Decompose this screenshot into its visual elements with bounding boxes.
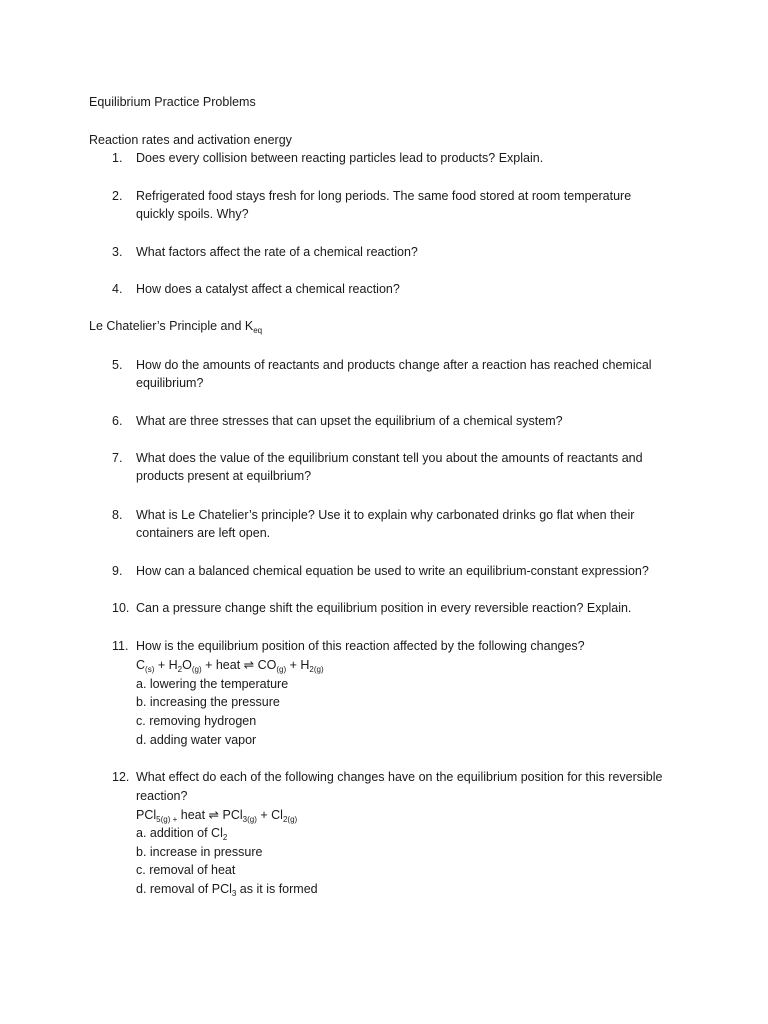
question-number: 8. — [112, 508, 123, 522]
question-text: What are three stresses that can upset the equilibrium of a chemical system? — [136, 414, 563, 428]
answer-option: c. removing hydrogen — [136, 714, 257, 728]
question-text: What effect do each of the following changes have on the equilibrium position for this reversible — [136, 770, 663, 784]
section-heading-rates: Reaction rates and activation energy — [89, 133, 292, 147]
question-number: 7. — [112, 451, 123, 465]
question-text: What is Le Chatelier’s principle? Use it to explain why carbonated drinks go flat when their — [136, 508, 635, 522]
question-text: How do the amounts of reactants and products change after a reaction has reached chemical — [136, 358, 652, 372]
question-number: 2. — [112, 189, 123, 203]
question-text: Can a pressure change shift the equilibrium position in every reversible reaction? Explain. — [136, 601, 632, 615]
question-number: 11. — [112, 639, 129, 653]
question-number: 9. — [112, 564, 123, 578]
section-heading-le-chatelier: Le Chatelier’s Principle and $K_{eq}$ — [89, 319, 263, 335]
question-number: 4. — [112, 282, 123, 296]
question-number: 1. — [112, 151, 123, 165]
question-text: reaction? — [136, 789, 188, 803]
question-number: 6. — [112, 414, 123, 428]
answer-option: d. removal of PCl$_3$ as it is formed — [136, 882, 318, 898]
question-text: How can a balanced chemical equation be used to write an equilibrium-constant expression? — [136, 564, 649, 578]
page-title: Equilibrium Practice Problems — [89, 95, 256, 109]
question-number: 10. — [112, 601, 130, 615]
question-text: What factors affect the rate of a chemical reaction? — [136, 245, 418, 259]
question-text: Refrigerated food stays fresh for long periods. The same food stored at room temperature — [136, 189, 632, 203]
answer-option: a. lowering the temperature — [136, 677, 289, 691]
question-number: 3. — [112, 245, 123, 259]
question-text: quickly spoils. Why? — [136, 207, 249, 221]
question-text: How is the equilibrium position of this reaction affected by the following changes? — [136, 639, 585, 653]
answer-option: d. adding water vapor — [136, 733, 257, 747]
question-text: What does the value of the equilibrium constant tell you about the amounts of reactants and — [136, 451, 643, 465]
question-text: containers are left open. — [136, 526, 271, 540]
question-number: 5. — [112, 358, 123, 372]
answer-option: b. increasing the pressure — [136, 695, 280, 709]
question-text: products present at equilbrium? — [136, 469, 312, 483]
question-number: 12. — [112, 770, 130, 784]
question-text: equilibrium? — [136, 376, 204, 390]
reaction-equation: $C_{(s)} + H_2O_{(g)}$ + heat ⇌ $CO_{(g)} + H_{2(g)}$ — [136, 658, 324, 674]
answer-option: c. removal of heat — [136, 863, 236, 877]
question-text: Does every collision between reacting particles lead to products? Explain. — [136, 151, 544, 165]
answer-option: b. increase in pressure — [136, 845, 263, 859]
reaction-equation: PCl$_{5(g) +}$ heat ⇌ $PCl_{3(g)} + Cl_{2(g)}$ — [136, 808, 298, 824]
answer-option: a. addition of $Cl_2$ — [136, 826, 228, 842]
question-text: How does a catalyst affect a chemical reaction? — [136, 282, 400, 296]
